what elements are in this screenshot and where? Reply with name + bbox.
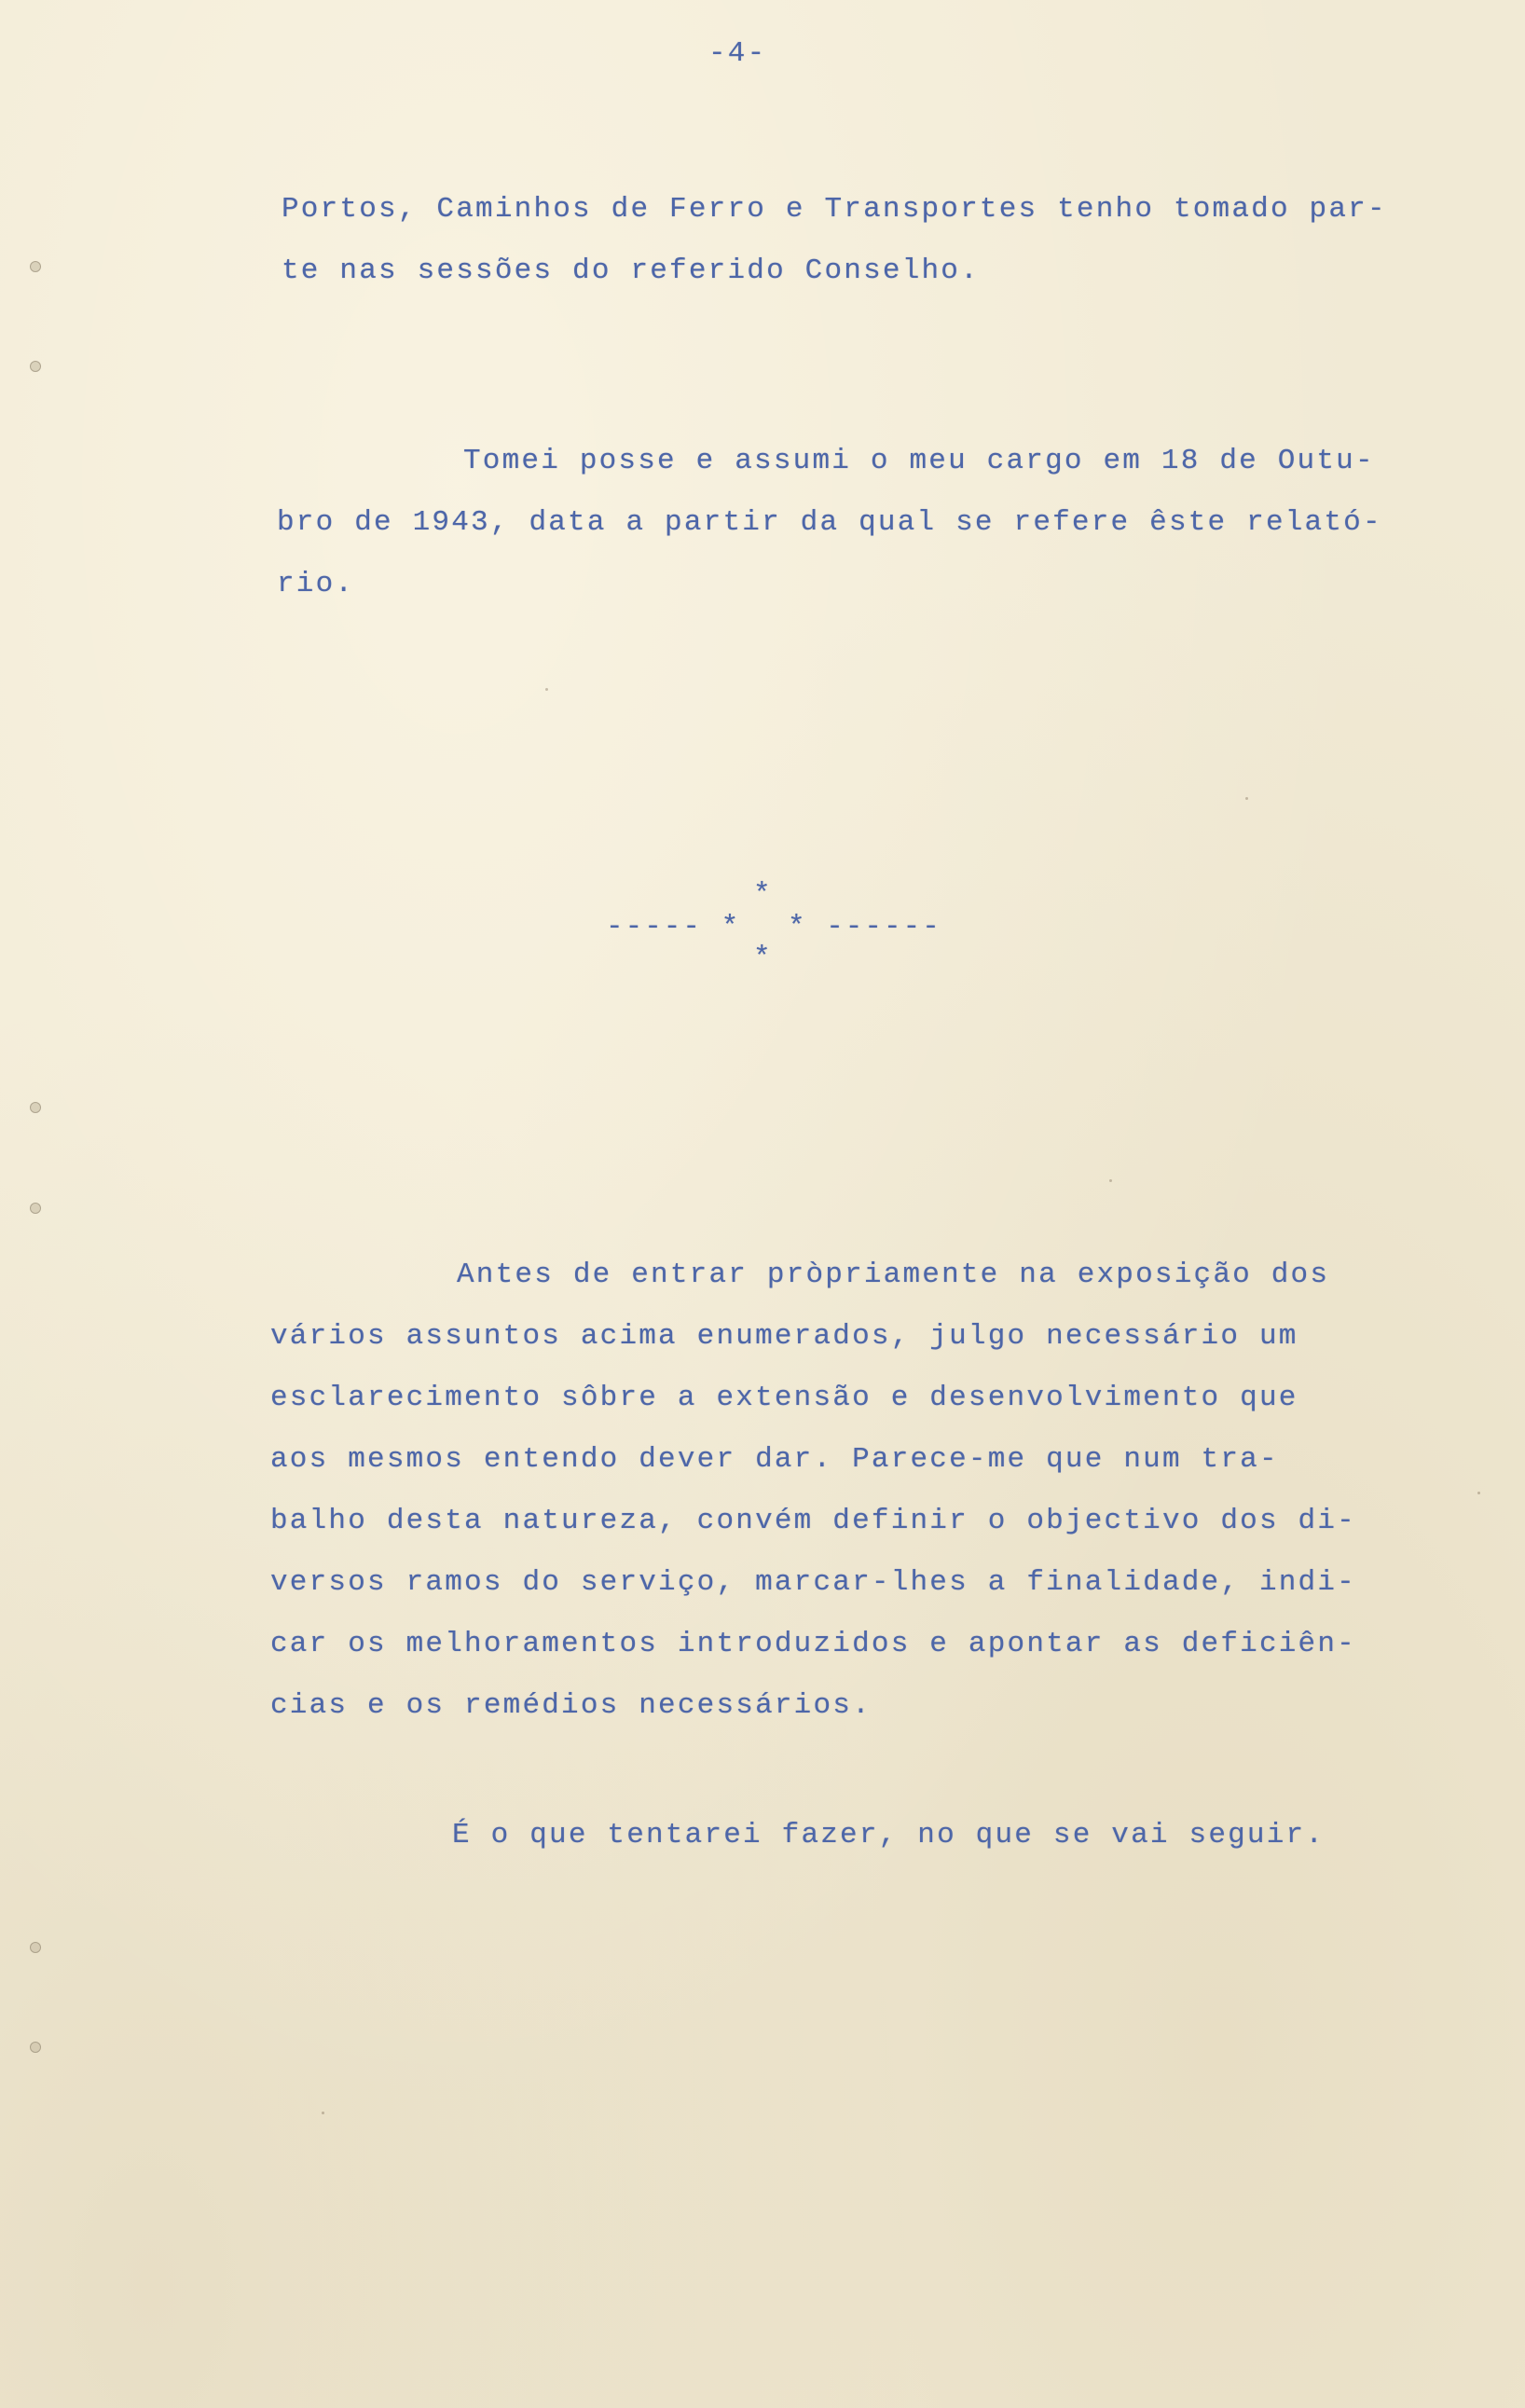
text-line: car os melhoramentos introduzidos e apontar as deficiên- (270, 1628, 1356, 1660)
text-line: cias e os remédios necessários. (270, 1689, 872, 1722)
punch-hole (30, 1942, 41, 1953)
section-separator (606, 876, 951, 979)
text-line: bro de 1943, data a partir da qual se refere êste relató- (277, 506, 1382, 539)
text-line: Tomei posse e assumi o meu cargo em 18 de Outu- (463, 445, 1375, 477)
punch-hole (30, 361, 41, 372)
text-line: aos mesmos entendo dever dar. Parece-me que num tra- (270, 1443, 1279, 1476)
separator-left: ----- * (606, 911, 741, 943)
separator-star-top: * (753, 878, 773, 911)
text-line: rio. (277, 568, 355, 600)
separator-right: * ------ (788, 911, 941, 943)
text-line: esclarecimento sôbre a extensão e desenvolvimento que (270, 1382, 1298, 1414)
text-line: vários assuntos acima enumerados, julgo necessário um (270, 1320, 1298, 1353)
paragraph-portos (282, 179, 1387, 302)
text-line: versos ramos do serviço, marcar-lhes a finalidade, indi- (270, 1566, 1356, 1599)
paper-speck (1245, 797, 1248, 800)
punch-hole (30, 261, 41, 272)
punch-hole (30, 1102, 41, 1113)
text-line: Portos, Caminhos de Ferro e Transportes tenho tomado par- (282, 193, 1387, 226)
paper-speck (1109, 1179, 1112, 1182)
paragraph-antes-de-entrar (270, 1245, 1356, 1737)
separator-star-bottom: * (753, 942, 773, 974)
text-line: balho desta natureza, convém definir o objectivo dos di- (270, 1505, 1356, 1537)
text-line: Antes de entrar pròpriamente na exposição dos (457, 1259, 1330, 1291)
paragraph-tomei-posse (277, 431, 1382, 615)
paragraph-closing (452, 1805, 1325, 1866)
paper-speck (545, 688, 548, 691)
paper-speck (322, 2112, 324, 2114)
page-number: -4- (708, 37, 767, 70)
punch-hole (30, 2042, 41, 2053)
punch-hole (30, 1203, 41, 1214)
paper-speck (1477, 1492, 1480, 1494)
text-line: É o que tentarei fazer, no que se vai seguir. (452, 1819, 1326, 1851)
text-line: te nas sessões do referido Conselho. (282, 255, 980, 287)
